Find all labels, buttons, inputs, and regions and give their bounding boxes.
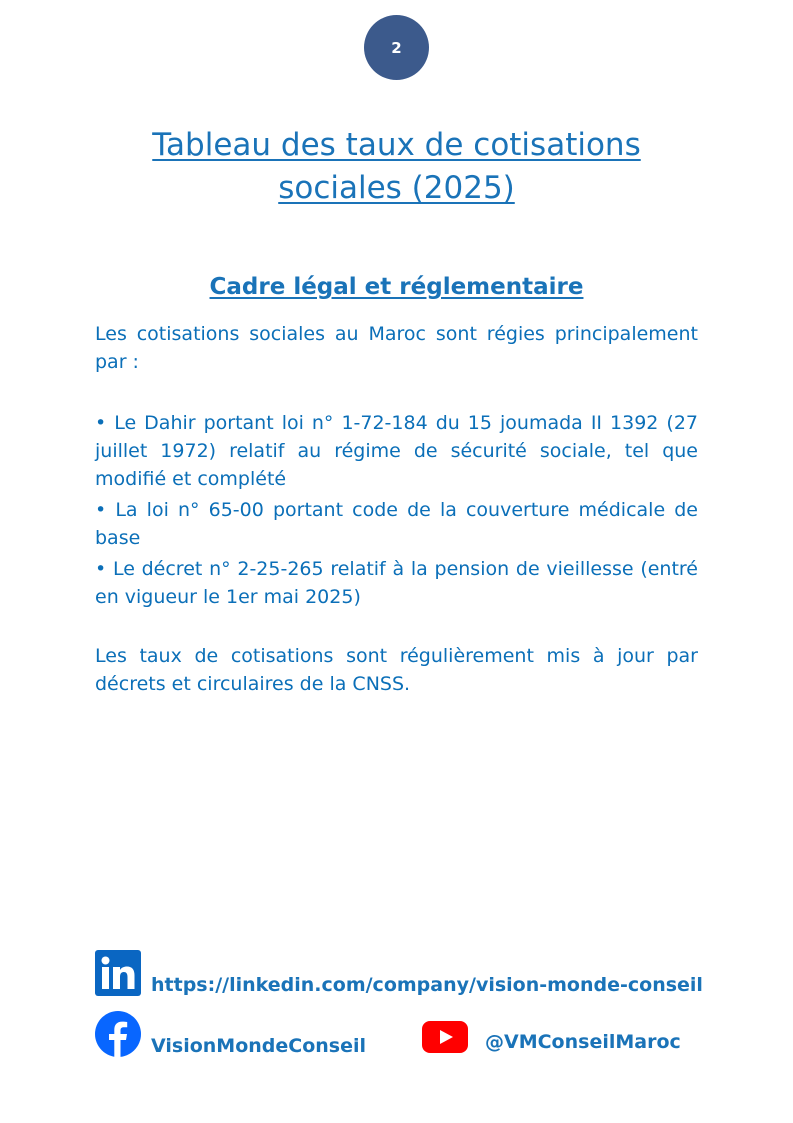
note-paragraph: Les taux de cotisations sont régulièrement mis à jour par décrets et circulaires de la CNSS. bbox=[95, 645, 698, 695]
list-item: • Le Dahir portant loi n° 1-72-184 du 15 joumada II 1392 (27 juillet 1972) relatif au régime de sécurité sociale, tel que modifié et complété bbox=[95, 412, 698, 490]
list-item: • Le décret n° 2-25-265 relatif à la pension de vieillesse (entré en vigueur le 1er mai 2025) bbox=[95, 558, 698, 608]
section-heading: Cadre légal et réglementaire bbox=[209, 274, 584, 300]
linkedin-row bbox=[95, 950, 703, 996]
youtube-link[interactable]: @VMConseilMaroc bbox=[485, 1031, 681, 1053]
facebook-row bbox=[95, 1011, 366, 1057]
page-number: 2 bbox=[391, 38, 402, 57]
youtube-row bbox=[422, 1021, 681, 1053]
linkedin-icon[interactable] bbox=[95, 950, 141, 996]
youtube-icon[interactable] bbox=[422, 1021, 468, 1053]
linkedin-link[interactable]: https://linkedin.com/company/vision-monde-conseil bbox=[151, 974, 703, 996]
list-item: • La loi n° 65-00 portant code de la couverture médicale de base bbox=[95, 499, 698, 549]
page-title: Tableau des taux de cotisations sociales (2025) bbox=[152, 127, 641, 206]
facebook-icon[interactable] bbox=[95, 1011, 141, 1057]
bullet-list bbox=[95, 409, 698, 614]
page-number-badge bbox=[364, 15, 429, 80]
facebook-link[interactable]: VisionMondeConseil bbox=[151, 1035, 367, 1057]
intro-paragraph: Les cotisations sociales au Maroc sont régies principalement par : bbox=[95, 323, 698, 373]
